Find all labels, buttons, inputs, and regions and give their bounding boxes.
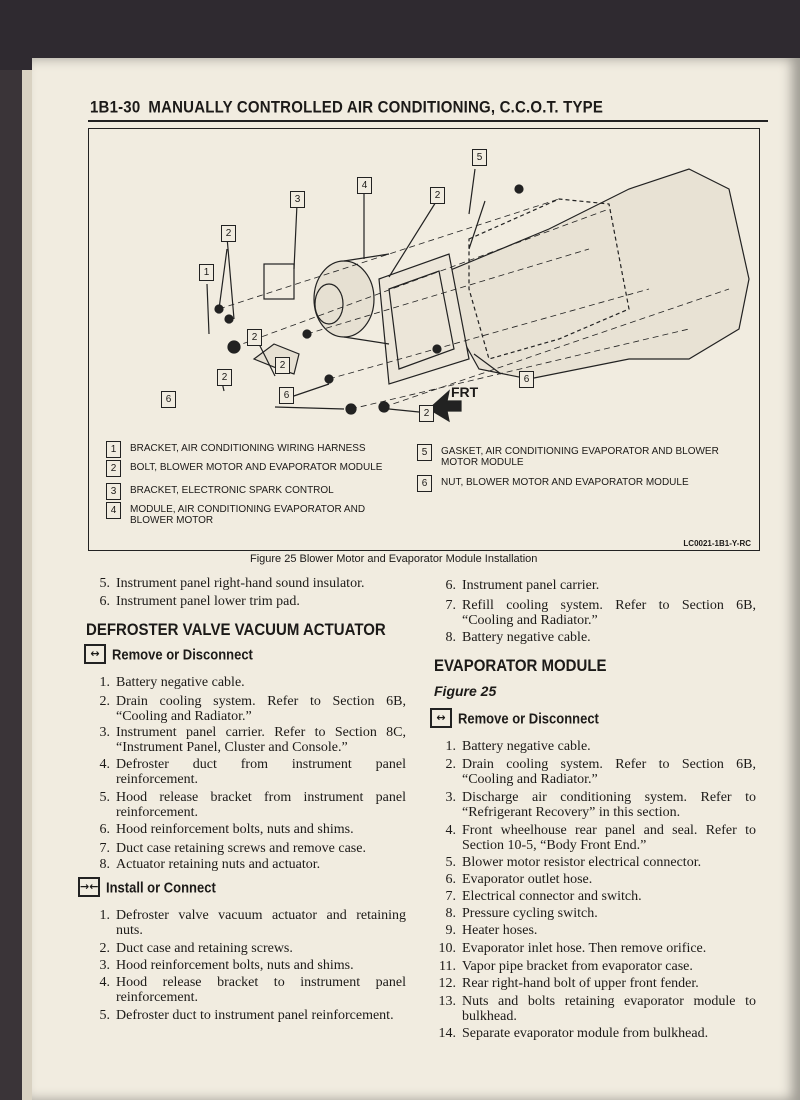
remove-label: Remove or Disconnect — [458, 709, 599, 727]
figure-reference: Figure 25 — [434, 683, 497, 699]
page-number: 1B1-30 — [90, 98, 141, 117]
legend-number: 6 — [417, 475, 432, 492]
install-connect-icon: →← — [78, 877, 100, 897]
legend-text: BOLT, BLOWER MOTOR AND EVAPORATOR MODULE — [130, 462, 383, 473]
step-number: 7. — [445, 598, 456, 613]
left-column — [80, 574, 406, 1044]
step-text: Drain cooling system. Refer to Section 6B, “Cooling and Radiator.” — [462, 757, 756, 787]
step-text: Defroster duct from instrument panel reinforcement. — [116, 757, 406, 787]
legend-text: BRACKET, AIR CONDITIONING WIRING HARNESS — [130, 443, 366, 454]
header-rule — [88, 120, 768, 122]
callout-2: 2 — [221, 225, 236, 242]
step-text: Hood release bracket from instrument panel reinforcement. — [116, 790, 406, 820]
step-text: Blower motor resistor electrical connector. — [462, 855, 702, 870]
front-label: FRT — [451, 384, 479, 400]
step-text: Instrument panel carrier. — [462, 578, 600, 593]
callout-2: 2 — [430, 187, 445, 204]
callout-4: 4 — [357, 177, 372, 194]
step-number: 6. — [99, 822, 110, 837]
step-text: Pressure cycling switch. — [462, 906, 598, 921]
step-text: Duct case and retaining screws. — [116, 941, 293, 956]
right-column — [434, 578, 756, 1048]
figure-25 — [88, 128, 760, 551]
step-text: Front wheelhouse rear panel and seal. Refer to Section 10-5, “Body Front End.” — [462, 823, 756, 853]
step-text: Battery negative cable. — [462, 739, 591, 754]
callout-6: 6 — [161, 391, 176, 408]
step-number: 12. — [438, 976, 456, 991]
step-text: Nuts and bolts retaining evaporator module to bulkhead. — [462, 994, 756, 1024]
remove-label: Remove or Disconnect — [112, 645, 253, 663]
callout-2: 2 — [275, 357, 290, 374]
step-text: Rear right-hand bolt of upper front fender. — [462, 976, 699, 991]
step-number: 8. — [445, 906, 456, 921]
remove-disconnect-icon: ↔ — [84, 644, 106, 664]
step-text: Hood release bracket to instrument panel reinforcement. — [116, 975, 406, 1005]
install-label: Install or Connect — [106, 878, 216, 896]
callout-6: 6 — [519, 371, 534, 388]
step-text: Actuator retaining nuts and actuator. — [116, 857, 321, 872]
step-number: 3. — [445, 790, 456, 805]
step-text: Evaporator outlet hose. — [462, 872, 593, 887]
step-text: Instrument panel lower trim pad. — [116, 594, 300, 609]
page-header — [90, 98, 603, 117]
step-number: 4. — [445, 823, 456, 838]
step-text: Defroster valve vacuum actuator and retaining nuts. — [116, 908, 406, 938]
callout-6: 6 — [279, 387, 294, 404]
step-text: Drain cooling system. Refer to Section 6B, “Cooling and Radiator.” — [116, 694, 406, 724]
legend-number: 5 — [417, 444, 432, 461]
list-item — [88, 594, 406, 609]
remove-heading — [430, 708, 599, 728]
remove-heading — [84, 644, 253, 664]
step-number: 8. — [445, 630, 456, 645]
step-text: Battery negative cable. — [116, 675, 245, 690]
step-number: 13. — [438, 994, 456, 1009]
legend-text: BRACKET, ELECTRONIC SPARK CONTROL — [130, 485, 334, 496]
step-number: 2. — [445, 757, 456, 772]
step-text: Defroster duct to instrument panel reinforcement. — [116, 1008, 394, 1023]
callout-1: 1 — [199, 264, 214, 281]
step-number: 11. — [439, 959, 456, 974]
step-number: 4. — [99, 757, 110, 772]
section-title: DEFROSTER VALVE VACUUM ACTUATOR — [86, 620, 386, 640]
step-text: Instrument panel right-hand sound insulator. — [116, 576, 365, 591]
step-text: Instrument panel carrier. Refer to Section 8C, “Instrument Panel, Cluster and Console.” — [116, 725, 406, 755]
step-number: 1. — [99, 675, 110, 690]
step-text: Separate evaporator module from bulkhead. — [462, 1026, 709, 1041]
step-number: 5. — [445, 855, 456, 870]
step-text: Duct case retaining screws and remove case. — [116, 841, 366, 856]
page-title: MANUALLY CONTROLLED AIR CONDITIONING, C.C.O.T. TYPE — [148, 98, 604, 117]
step-number: 8. — [99, 857, 110, 872]
section-title: EVAPORATOR MODULE — [434, 656, 607, 676]
callout-2: 2 — [247, 329, 262, 346]
step-number: 14. — [438, 1026, 456, 1041]
figure-code: LC0021-1B1-Y-RC — [683, 539, 751, 548]
legend-number: 1 — [106, 441, 121, 458]
legend-text: GASKET, AIR CONDITIONING EVAPORATOR AND BLOWER MOTOR MODULE — [441, 446, 719, 468]
step-number: 1. — [99, 908, 110, 923]
step-number: 5. — [99, 790, 110, 805]
legend-number: 4 — [106, 502, 121, 519]
step-number: 5. — [99, 1008, 110, 1023]
step-text: Hood reinforcement bolts, nuts and shims. — [116, 958, 354, 973]
legend-text: MODULE, AIR CONDITIONING EVAPORATOR AND BLOWER MOTOR — [130, 504, 366, 526]
callout-2: 2 — [419, 405, 434, 422]
step-text: Evaporator inlet hose. Then remove orifice. — [462, 941, 707, 956]
step-text: Electrical connector and switch. — [462, 889, 642, 904]
step-number: 7. — [99, 841, 110, 856]
step-text: Refill cooling system. Refer to Section 6B, “Cooling and Radiator.” — [462, 598, 756, 628]
legend-number: 2 — [106, 460, 121, 477]
step-number: 4. — [99, 975, 110, 990]
step-text: Battery negative cable. — [462, 630, 591, 645]
step-number: 3. — [99, 725, 110, 740]
step-number: 9. — [445, 923, 456, 938]
step-number: 10. — [438, 941, 456, 956]
callout-2: 2 — [217, 369, 232, 386]
step-number: 6. — [99, 594, 110, 609]
step-number: 6. — [445, 578, 456, 593]
step-text: Vapor pipe bracket from evaporator case. — [462, 959, 693, 974]
install-heading — [78, 877, 216, 897]
figure-caption: Figure 25 Blower Motor and Evaporator Module Installation — [250, 553, 538, 565]
remove-disconnect-icon: ↔ — [430, 708, 452, 728]
step-number: 2. — [99, 694, 110, 709]
legend-number: 3 — [106, 483, 121, 500]
step-number: 1. — [445, 739, 456, 754]
step-number: 6. — [445, 872, 456, 887]
step-text: Heater hoses. — [462, 923, 538, 938]
list-item — [88, 576, 406, 591]
step-number: 3. — [99, 958, 110, 973]
step-number: 7. — [445, 889, 456, 904]
legend-text: NUT, BLOWER MOTOR AND EVAPORATOR MODULE — [441, 477, 689, 488]
step-text: Hood reinforcement bolts, nuts and shims. — [116, 822, 354, 837]
step-number: 5. — [99, 576, 110, 591]
step-number: 2. — [99, 941, 110, 956]
callout-5: 5 — [472, 149, 487, 166]
step-text: Discharge air conditioning system. Refer to “Refrigerant Recovery” in this section. — [462, 790, 756, 820]
callout-3: 3 — [290, 191, 305, 208]
